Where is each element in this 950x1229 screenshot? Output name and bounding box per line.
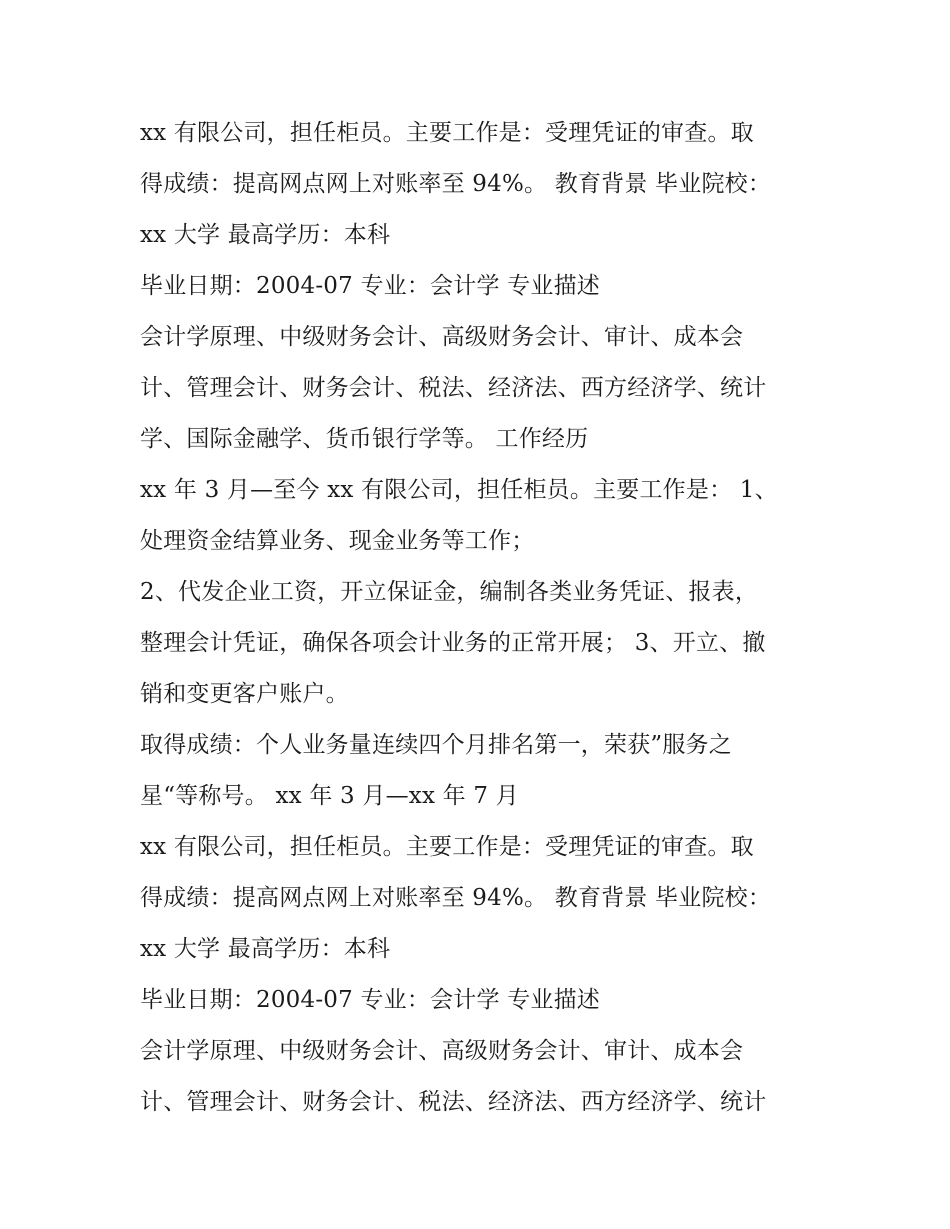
text-line: 整理会计凭证，确保各项会计业务的正常开展； 3、开立、撤: [140, 630, 766, 656]
text-line: 星“等称号。 xx 年 3 月—xx 年 7 月: [140, 783, 519, 809]
text-line: 毕业日期：2004-07 专业：会计学 专业描述: [140, 987, 600, 1013]
text-line: 得成绩：提高网点网上对账率至 94%。 教育背景 毕业院校：: [140, 885, 772, 911]
text-line: xx 年 3 月—至今 xx 有限公司，担任柜员。主要工作是： 1、: [140, 477, 778, 503]
resume-text-body: [140, 108, 830, 1128]
text-line: 计、管理会计、财务会计、税法、经济法、西方经济学、统计: [140, 375, 767, 401]
text-line: xx 大学 最高学历：本科: [140, 222, 391, 248]
text-line: xx 有限公司，担任柜员。主要工作是：受理凭证的审查。取: [140, 834, 754, 860]
text-line: 会计学原理、中级财务会计、高级财务会计、审计、成本会: [140, 324, 744, 350]
text-line: xx 大学 最高学历：本科: [140, 936, 391, 962]
text-line: xx 有限公司，担任柜员。主要工作是：受理凭证的审查。取: [140, 120, 754, 146]
text-line: 学、国际金融学、货币银行学等。 工作经历: [140, 426, 589, 452]
text-line: 计、管理会计、财务会计、税法、经济法、西方经济学、统计: [140, 1089, 767, 1115]
text-line: 毕业日期：2004-07 专业：会计学 专业描述: [140, 273, 600, 299]
text-line: 会计学原理、中级财务会计、高级财务会计、审计、成本会: [140, 1038, 744, 1064]
text-line: 销和变更客户账户。: [140, 681, 349, 707]
text-line: 2、代发企业工资，开立保证金，编制各类业务凭证、报表，: [140, 579, 759, 605]
text-line: 处理资金结算业务、现金业务等工作；: [140, 528, 535, 554]
text-line: 取得成绩：个人业务量连续四个月排名第一，荣获”服务之: [140, 732, 732, 758]
text-line: 得成绩：提高网点网上对账率至 94%。 教育背景 毕业院校：: [140, 171, 772, 197]
